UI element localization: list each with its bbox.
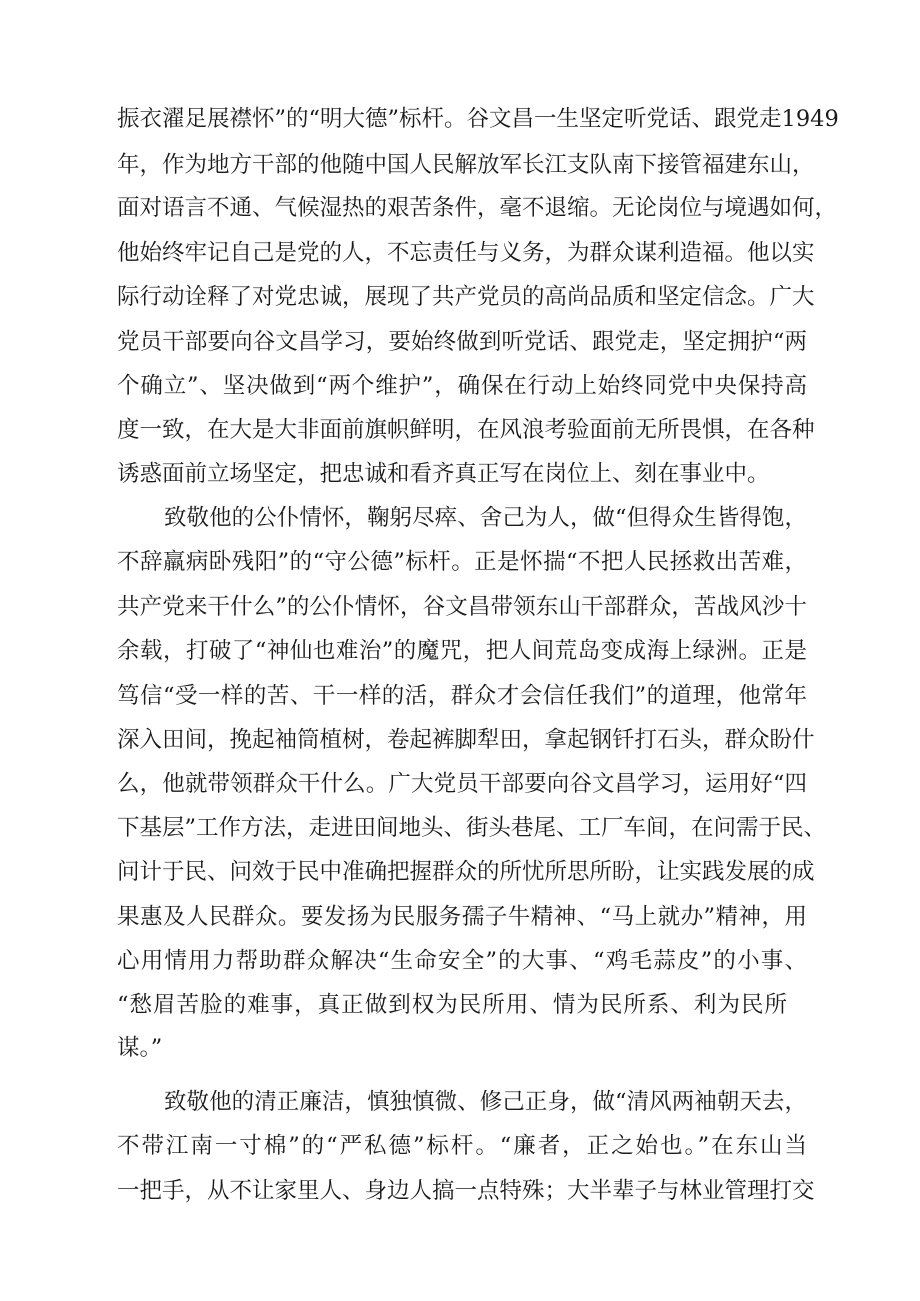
text-line: 不带江南一寸棉”的“严私德”标杆。“廉者，正之始也。”在东山当 [117, 1133, 807, 1159]
text-line: 度一致，在大是大非面前旗帜鲜明，在风浪考验面前无所畏惧，在各种 [117, 417, 815, 443]
text-line: 下基层”工作方法，走进田间地头、街头巷尾、工厂车间，在问需于民、 [117, 815, 827, 841]
paragraph-first-line: 致敬他的公仆情怀，鞠躬尽瘁、舍己为人，做“但得众生皆得饱， [164, 505, 807, 531]
text-line: 问计于民、问效于民中准确把握群众的所忧所思所盼，让实践发展的成 [117, 859, 815, 885]
text-line: 诱惑面前立场坚定，把忠诚和看齐真正写在岗位上、刻在事业中。 [117, 461, 770, 487]
text-line: 共产党来干什么”的公仆情怀，谷文昌带领东山干部群众，苦战风沙十 [117, 594, 807, 620]
text-line: 么，他就带领群众干什么。广大党员干部要向谷文昌学习，运用好“四 [117, 771, 807, 797]
text-line: 年，作为地方干部的他随中国人民解放军长江支队南下接管福建东山， [117, 152, 815, 178]
text-line: 深入田间，挽起袖筒植树，卷起裤脚犁田，拿起钢钎打石头，群众盼什 [117, 727, 815, 753]
text-line: 振衣濯足展襟怀”的“明大德”标杆。谷文昌一生坚定听党话、跟党走1949 [117, 106, 839, 132]
text-line: 谋。” [117, 1035, 163, 1061]
text-line: 一把手，从不让家里人、身边人搞一点特殊；大半辈子与林业管理打交 [117, 1178, 815, 1204]
text-line: 他始终牢记自己是党的人，不忘责任与义务，为群众谋利造福。他以实 [117, 240, 815, 266]
text-line: “愁眉苦脸的难事，真正做到权为民所用、情为民所系、利为民所 [117, 992, 787, 1018]
paragraph-first-line: 致敬他的清正廉洁，慎独慎微、修己正身，做“清风两袖朝天去， [164, 1089, 807, 1115]
text-line: 面对语言不通、气候湿热的艰苦条件，毫不退缩。无论岗位与境遇如何， [117, 195, 838, 221]
text-line: 个确立”、坚决做到“两个维护”，确保在行动上始终同党中央保持高 [117, 373, 807, 399]
text-line: 余载，打破了“神仙也难治”的魔咒，把人间荒岛变成海上绿洲。正是 [117, 638, 807, 664]
text-line: 不辞羸病卧残阳”的“守公德”标杆。正是怀揣“不把人民拯救出苦难， [117, 549, 807, 575]
text-line: 际行动诠释了对党忠诚，展现了共产党员的高尚品质和坚定信念。广大 [117, 284, 815, 310]
text-line: 心用情用力帮助群众解决“生命安全”的大事、“鸡毛蒜皮”的小事、 [117, 948, 807, 974]
text-line: 党员干部要向谷文昌学习，要始终做到听党话、跟党走，坚定拥护“两 [117, 329, 807, 355]
text-line: 果惠及人民群众。要发扬为民服务孺子牛精神、“马上就办”精神，用 [117, 904, 807, 930]
text-line: 笃信“受一样的苦、干一样的活，群众才会信任我们”的道理，他常年 [117, 683, 807, 709]
